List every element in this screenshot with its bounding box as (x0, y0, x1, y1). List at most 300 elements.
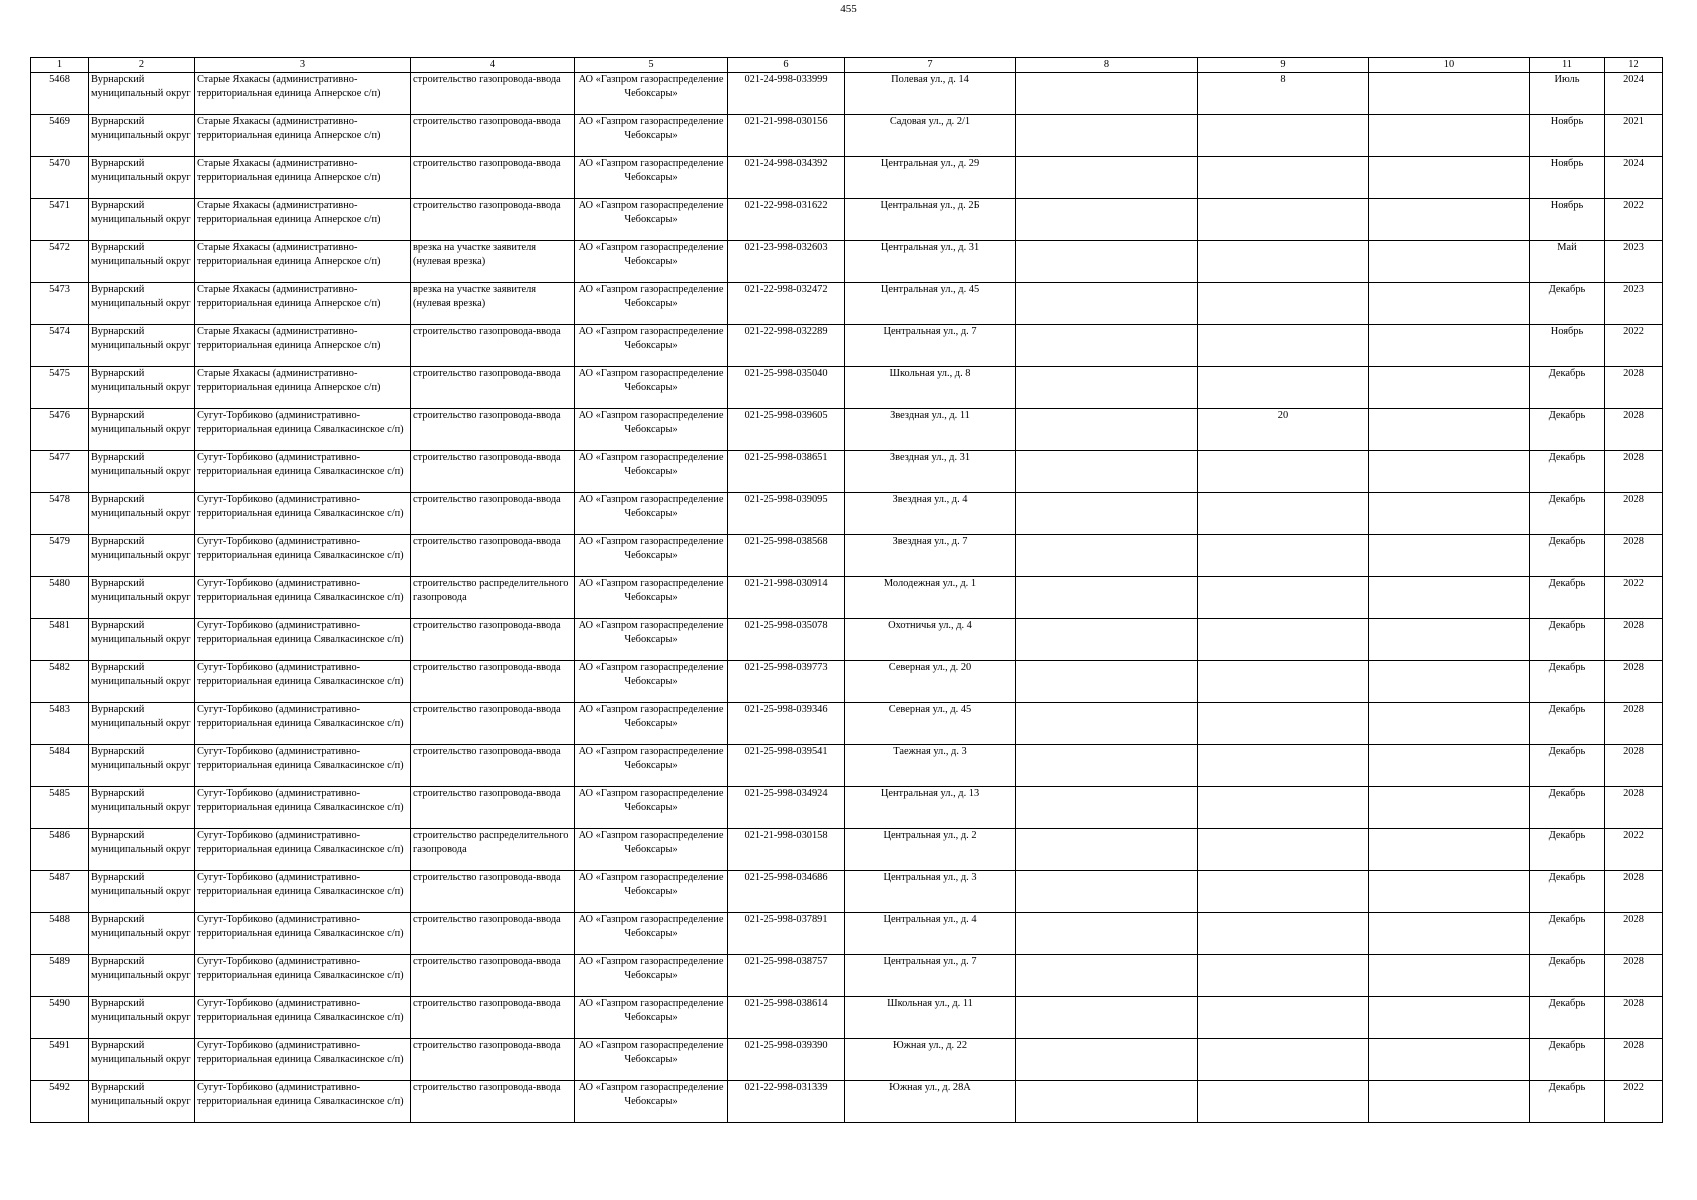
column-9-cell (1198, 997, 1369, 1039)
organization-cell-text: АО «Газпром газораспределение Чебоксары» (578, 536, 724, 561)
column-10-cell (1369, 787, 1530, 829)
work-type-cell-text: строительство газопровода-ввода (413, 536, 561, 547)
column-10-cell-text (1371, 577, 1527, 618)
application-code-cell (728, 73, 845, 115)
address-cell-text: Северная ул., д. 20 (888, 662, 972, 673)
column-8-cell (1016, 1081, 1198, 1123)
address-cell-text: Центральная ул., д. 31 (880, 242, 980, 253)
application-code-cell (728, 283, 845, 325)
work-type-cell-text: строительство газопровода-ввода (413, 368, 561, 379)
work-type-cell (411, 997, 575, 1039)
table-row (31, 829, 1663, 871)
page-number: 455 (840, 3, 857, 15)
address-cell-text: Школьная ул., д. 11 (887, 998, 973, 1009)
column-9-cell-text (1200, 661, 1366, 702)
application-code-cell (728, 325, 845, 367)
settlement-cell-text: Сугут-Торбиково (административно-территориальная единица Сявалкасинское с/п) (197, 578, 404, 603)
column-9-cell (1198, 241, 1369, 283)
district-cell-text: Вурнарский муниципальный округ (91, 914, 191, 939)
table-row (31, 157, 1663, 199)
column-10-cell-text (1371, 283, 1527, 324)
district-cell-text: Вурнарский муниципальный округ (91, 74, 191, 99)
address-cell-text: Звездная ул., д. 31 (889, 452, 971, 463)
column-10-cell (1369, 871, 1530, 913)
work-type-cell (411, 157, 575, 199)
work-type-cell-text: строительство газопровода-ввода (413, 200, 561, 211)
month-cell-text: Декабрь (1548, 284, 1586, 295)
settlement-cell-text: Старые Яхакасы (административно-территориальная единица Апнерское с/п) (197, 116, 381, 141)
organization-cell (575, 871, 728, 913)
work-type-cell-text: строительство газопровода-ввода (413, 326, 561, 337)
district-cell-text: Вурнарский муниципальный округ (91, 746, 191, 771)
row-number-cell-text: 5476 (49, 410, 70, 421)
column-8-cell (1016, 871, 1198, 913)
month-cell-text: Декабрь (1548, 662, 1586, 673)
year-cell-text: 2023 (1623, 242, 1644, 253)
month-cell (1530, 703, 1605, 745)
month-cell-text: Декабрь (1548, 872, 1586, 883)
year-cell (1605, 409, 1663, 451)
year-cell-text: 2028 (1623, 452, 1644, 463)
column-10-cell (1369, 325, 1530, 367)
column-9-cell-text (1200, 493, 1366, 534)
row-number-cell-text: 5483 (49, 704, 70, 715)
column-10-cell (1369, 661, 1530, 703)
application-code-cell (728, 577, 845, 619)
row-number-cell (31, 787, 89, 829)
address-cell (845, 871, 1016, 913)
address-cell-text: Центральная ул., д. 3 (883, 872, 977, 883)
address-cell-text: Центральная ул., д. 7 (883, 326, 977, 337)
row-number-cell-text: 5470 (49, 158, 70, 169)
column-9-cell (1198, 535, 1369, 577)
application-code-cell-text: 021-22-998-032472 (744, 284, 828, 295)
year-cell-text: 2023 (1623, 284, 1644, 295)
application-code-cell-text: 021-25-998-039605 (744, 410, 828, 421)
month-cell-text: Июль (1554, 74, 1580, 85)
column-8-cell-text (1018, 955, 1195, 996)
application-code-cell-text: 021-25-998-035078 (744, 620, 828, 631)
column-8-cell (1016, 367, 1198, 409)
organization-cell-text: АО «Газпром газораспределение Чебоксары» (578, 1040, 724, 1065)
column-9-cell-text (1200, 829, 1366, 870)
work-type-cell (411, 661, 575, 703)
column-number-header-row (31, 58, 1663, 73)
district-cell (89, 577, 195, 619)
row-number-cell-text: 5468 (49, 74, 70, 85)
address-cell-text: Центральная ул., д. 45 (880, 284, 980, 295)
year-cell-text: 2028 (1623, 788, 1644, 799)
district-cell (89, 913, 195, 955)
row-number-cell (31, 955, 89, 997)
application-code-cell-text: 021-21-998-030914 (744, 578, 828, 589)
table-row (31, 619, 1663, 661)
row-number-cell-text: 5491 (49, 1040, 70, 1051)
column-10-cell-text (1371, 325, 1527, 366)
table-row (31, 913, 1663, 955)
table-row (31, 535, 1663, 577)
work-type-cell (411, 283, 575, 325)
organization-cell-text: АО «Газпром газораспределение Чебоксары» (578, 704, 724, 729)
table-row (31, 661, 1663, 703)
settlement-cell-text: Сугут-Торбиково (административно-территориальная единица Сявалкасинское с/п) (197, 788, 404, 813)
column-10-cell (1369, 955, 1530, 997)
month-cell-text: Декабрь (1548, 788, 1586, 799)
column-8-cell (1016, 619, 1198, 661)
column-10-cell (1369, 115, 1530, 157)
column-10-cell (1369, 367, 1530, 409)
column-9-cell (1198, 619, 1369, 661)
column-9-cell-text (1200, 997, 1366, 1038)
column-8-cell-text (1018, 787, 1195, 828)
settlement-cell (195, 409, 411, 451)
column-10-cell (1369, 157, 1530, 199)
year-cell-text: 2028 (1623, 998, 1644, 1009)
organization-cell (575, 409, 728, 451)
organization-cell (575, 787, 728, 829)
address-cell (845, 913, 1016, 955)
work-type-cell-text: строительство газопровода-ввода (413, 410, 561, 421)
column-8-cell (1016, 409, 1198, 451)
column-9-cell-text (1200, 577, 1366, 618)
column-10-cell (1369, 451, 1530, 493)
column-9-cell-text: 8 (1280, 74, 1286, 85)
application-code-cell (728, 157, 845, 199)
settlement-cell (195, 997, 411, 1039)
column-8-cell (1016, 115, 1198, 157)
year-cell (1605, 577, 1663, 619)
settlement-cell-text: Сугут-Торбиково (административно-территориальная единица Сявалкасинское с/п) (197, 1082, 404, 1107)
organization-cell (575, 451, 728, 493)
address-cell-text: Звездная ул., д. 4 (892, 494, 968, 505)
application-code-cell-text: 021-25-998-039346 (744, 704, 828, 715)
column-9-cell-text (1200, 199, 1366, 240)
settlement-cell (195, 913, 411, 955)
column-8-cell (1016, 745, 1198, 787)
column-8-cell (1016, 199, 1198, 241)
row-number-cell (31, 913, 89, 955)
row-number-cell-text: 5486 (49, 830, 70, 841)
column-10-cell-text (1371, 871, 1527, 912)
column-8-cell (1016, 997, 1198, 1039)
application-code-cell (728, 241, 845, 283)
column-8-cell (1016, 241, 1198, 283)
column-8-cell-text (1018, 829, 1195, 870)
settlement-cell (195, 73, 411, 115)
address-cell-text: Школьная ул., д. 8 (889, 368, 971, 379)
district-cell-text: Вурнарский муниципальный округ (91, 410, 191, 435)
month-cell (1530, 1039, 1605, 1081)
organization-cell-text: АО «Газпром газораспределение Чебоксары» (578, 368, 724, 393)
month-cell (1530, 997, 1605, 1039)
column-10-cell-text (1371, 703, 1527, 744)
settlement-cell-text: Сугут-Торбиково (административно-территориальная единица Сявалкасинское с/п) (197, 1040, 404, 1065)
work-type-cell (411, 199, 575, 241)
row-number-cell (31, 1039, 89, 1081)
column-9-cell-text: 20 (1277, 410, 1289, 421)
address-cell (845, 997, 1016, 1039)
application-code-cell-text: 021-24-998-034392 (744, 158, 828, 169)
column-9-cell-text (1200, 325, 1366, 366)
month-cell-text: Декабрь (1548, 536, 1586, 547)
month-cell-text: Декабрь (1548, 368, 1586, 379)
settlement-cell-text: Старые Яхакасы (административно-территориальная единица Апнерское с/п) (197, 158, 381, 183)
application-code-cell-text: 021-22-998-031622 (744, 200, 828, 211)
column-8-cell-text (1018, 73, 1195, 114)
address-cell-text: Южная ул., д. 22 (892, 1040, 968, 1051)
year-cell (1605, 325, 1663, 367)
settlement-cell (195, 871, 411, 913)
district-cell-text: Вурнарский муниципальный округ (91, 368, 191, 393)
application-code-cell-text: 021-25-998-038757 (744, 956, 828, 967)
table-row (31, 955, 1663, 997)
district-cell (89, 661, 195, 703)
year-cell (1605, 661, 1663, 703)
column-10-cell-text (1371, 115, 1527, 156)
row-number-cell (31, 409, 89, 451)
column-9-cell (1198, 325, 1369, 367)
application-code-cell-text: 021-25-998-037891 (744, 914, 828, 925)
address-cell-text: Полевая ул., д. 14 (891, 74, 969, 85)
application-code-cell-text: 021-25-998-035040 (744, 368, 828, 379)
district-cell-text: Вурнарский муниципальный округ (91, 620, 191, 645)
column-9-cell-text (1200, 703, 1366, 744)
district-cell (89, 241, 195, 283)
work-type-cell-text: строительство распределительного газопровода (413, 578, 569, 603)
work-type-cell (411, 787, 575, 829)
column-10-cell-text (1371, 535, 1527, 576)
district-cell-text: Вурнарский муниципальный округ (91, 158, 191, 183)
month-cell (1530, 745, 1605, 787)
month-cell (1530, 871, 1605, 913)
work-type-cell (411, 913, 575, 955)
application-code-cell (728, 829, 845, 871)
row-number-cell-text: 5492 (49, 1082, 70, 1093)
application-code-cell (728, 913, 845, 955)
column-8-cell (1016, 325, 1198, 367)
district-cell (89, 1039, 195, 1081)
year-cell (1605, 913, 1663, 955)
year-cell (1605, 115, 1663, 157)
organization-cell (575, 997, 728, 1039)
year-cell-text: 2022 (1623, 1082, 1644, 1093)
settlement-cell-text: Сугут-Торбиково (административно-территориальная единица Сявалкасинское с/п) (197, 956, 404, 981)
application-code-cell-text: 021-25-998-039541 (744, 746, 828, 757)
organization-cell-text: АО «Газпром газораспределение Чебоксары» (578, 788, 724, 813)
district-cell-text: Вурнарский муниципальный округ (91, 200, 191, 225)
settlement-cell (195, 745, 411, 787)
year-cell (1605, 829, 1663, 871)
column-8-cell-text (1018, 283, 1195, 324)
column-8-cell (1016, 73, 1198, 115)
column-9-cell-text (1200, 241, 1366, 282)
year-cell-text: 2028 (1623, 368, 1644, 379)
organization-cell (575, 367, 728, 409)
address-cell-text: Молодежная ул., д. 1 (883, 578, 977, 589)
work-type-cell (411, 409, 575, 451)
column-10-cell-text (1371, 1039, 1527, 1080)
month-cell (1530, 241, 1605, 283)
column-10-cell-text (1371, 199, 1527, 240)
column-9-cell-text (1200, 913, 1366, 954)
table-row (31, 367, 1663, 409)
column-9-cell-text (1200, 283, 1366, 324)
address-cell (845, 493, 1016, 535)
column-10-cell-text (1371, 451, 1527, 492)
application-code-cell (728, 787, 845, 829)
address-cell (845, 451, 1016, 493)
work-type-cell-text: врезка на участке заявителя (нулевая врезка) (413, 284, 537, 309)
month-cell (1530, 913, 1605, 955)
year-cell (1605, 703, 1663, 745)
address-cell (845, 619, 1016, 661)
table-row (31, 703, 1663, 745)
organization-cell (575, 745, 728, 787)
organization-cell-text: АО «Газпром газораспределение Чебоксары» (578, 116, 724, 141)
row-number-cell (31, 367, 89, 409)
column-9-cell (1198, 703, 1369, 745)
row-number-cell-text: 5479 (49, 536, 70, 547)
organization-cell-text: АО «Газпром газораспределение Чебоксары» (578, 284, 724, 309)
organization-cell-text: АО «Газпром газораспределение Чебоксары» (578, 914, 724, 939)
settlement-cell-text: Сугут-Торбиково (административно-территориальная единица Сявалкасинское с/п) (197, 536, 404, 561)
settlement-cell-text: Старые Яхакасы (административно-территориальная единица Апнерское с/п) (197, 200, 381, 225)
organization-cell-text: АО «Газпром газораспределение Чебоксары» (578, 494, 724, 519)
row-number-cell-text: 5482 (49, 662, 70, 673)
district-cell-text: Вурнарский муниципальный округ (91, 704, 191, 729)
organization-cell (575, 913, 728, 955)
column-8-cell-text (1018, 493, 1195, 534)
year-cell-text: 2028 (1623, 746, 1644, 757)
district-cell (89, 787, 195, 829)
row-number-cell (31, 241, 89, 283)
district-cell (89, 157, 195, 199)
column-8-cell (1016, 661, 1198, 703)
address-cell (845, 703, 1016, 745)
column-10-cell-text (1371, 1081, 1527, 1122)
column-10-cell (1369, 703, 1530, 745)
column-10-cell (1369, 913, 1530, 955)
column-10-cell-text (1371, 367, 1527, 408)
column-8-cell-text (1018, 913, 1195, 954)
column-9-cell (1198, 157, 1369, 199)
organization-cell (575, 661, 728, 703)
column-header-12: 12 (1605, 58, 1663, 73)
month-cell-text: Декабрь (1548, 578, 1586, 589)
column-9-cell-text (1200, 1039, 1366, 1080)
work-type-cell-text: строительство газопровода-ввода (413, 1040, 561, 1051)
year-cell-text: 2028 (1623, 620, 1644, 631)
row-number-cell (31, 1081, 89, 1123)
month-cell-text: Декабрь (1548, 746, 1586, 757)
work-type-cell-text: строительство газопровода-ввода (413, 116, 561, 127)
settlement-cell-text: Старые Яхакасы (административно-территориальная единица Апнерское с/п) (197, 326, 381, 351)
work-type-cell (411, 1039, 575, 1081)
column-8-cell (1016, 787, 1198, 829)
application-code-cell (728, 451, 845, 493)
year-cell (1605, 73, 1663, 115)
address-cell-text: Северная ул., д. 45 (888, 704, 972, 715)
table-row (31, 1081, 1663, 1123)
column-8-cell-text (1018, 619, 1195, 660)
column-8-cell-text (1018, 325, 1195, 366)
month-cell (1530, 577, 1605, 619)
work-type-cell-text: строительство газопровода-ввода (413, 158, 561, 169)
settlement-cell (195, 955, 411, 997)
column-8-cell-text (1018, 535, 1195, 576)
district-cell (89, 325, 195, 367)
application-code-cell-text: 021-23-998-032603 (744, 242, 828, 253)
column-8-cell (1016, 829, 1198, 871)
column-8-cell (1016, 577, 1198, 619)
district-cell-text: Вурнарский муниципальный округ (91, 116, 191, 141)
column-10-cell-text (1371, 745, 1527, 786)
column-10-cell (1369, 577, 1530, 619)
table-row (31, 1039, 1663, 1081)
column-10-cell (1369, 283, 1530, 325)
column-8-cell-text (1018, 157, 1195, 198)
column-9-cell (1198, 661, 1369, 703)
work-type-cell-text: строительство газопровода-ввода (413, 620, 561, 631)
column-8-cell (1016, 535, 1198, 577)
row-number-cell-text: 5489 (49, 956, 70, 967)
application-code-cell (728, 199, 845, 241)
work-type-cell-text: строительство газопровода-ввода (413, 452, 561, 463)
row-number-cell (31, 661, 89, 703)
settlement-cell-text: Сугут-Торбиково (административно-территориальная единица Сявалкасинское с/п) (197, 662, 404, 687)
column-header-3: 3 (195, 58, 411, 73)
settlement-cell (195, 577, 411, 619)
address-cell (845, 241, 1016, 283)
year-cell (1605, 241, 1663, 283)
district-cell-text: Вурнарский муниципальный округ (91, 1082, 191, 1107)
row-number-cell-text: 5471 (49, 200, 70, 211)
organization-cell-text: АО «Газпром газораспределение Чебоксары» (578, 956, 724, 981)
year-cell-text: 2028 (1623, 536, 1644, 547)
month-cell-text: Декабрь (1548, 1040, 1586, 1051)
district-cell (89, 955, 195, 997)
settlement-cell (195, 1039, 411, 1081)
row-number-cell (31, 451, 89, 493)
month-cell (1530, 199, 1605, 241)
column-10-cell-text (1371, 409, 1527, 450)
settlement-cell-text: Сугут-Торбиково (административно-территориальная единица Сявалкасинское с/п) (197, 830, 404, 855)
application-code-cell (728, 493, 845, 535)
column-header-4: 4 (411, 58, 575, 73)
month-cell-text: Декабрь (1548, 1082, 1586, 1093)
district-cell (89, 829, 195, 871)
work-type-cell (411, 325, 575, 367)
column-header-8: 8 (1016, 58, 1198, 73)
month-cell-text: Декабрь (1548, 914, 1586, 925)
settlement-cell (195, 535, 411, 577)
district-cell-text: Вурнарский муниципальный округ (91, 956, 191, 981)
address-cell-text: Звездная ул., д. 7 (892, 536, 968, 547)
row-number-cell (31, 493, 89, 535)
application-code-cell (728, 409, 845, 451)
column-9-cell-text (1200, 367, 1366, 408)
month-cell-text: Ноябрь (1550, 326, 1584, 337)
work-type-cell-text: строительство газопровода-ввода (413, 998, 561, 1009)
column-10-cell-text (1371, 493, 1527, 534)
address-cell (845, 199, 1016, 241)
column-10-cell (1369, 829, 1530, 871)
table-body (31, 73, 1663, 1123)
column-9-cell (1198, 577, 1369, 619)
address-cell-text: Центральная ул., д. 2Б (880, 200, 980, 211)
organization-cell-text: АО «Газпром газораспределение Чебоксары» (578, 410, 724, 435)
month-cell-text: Декабрь (1548, 452, 1586, 463)
